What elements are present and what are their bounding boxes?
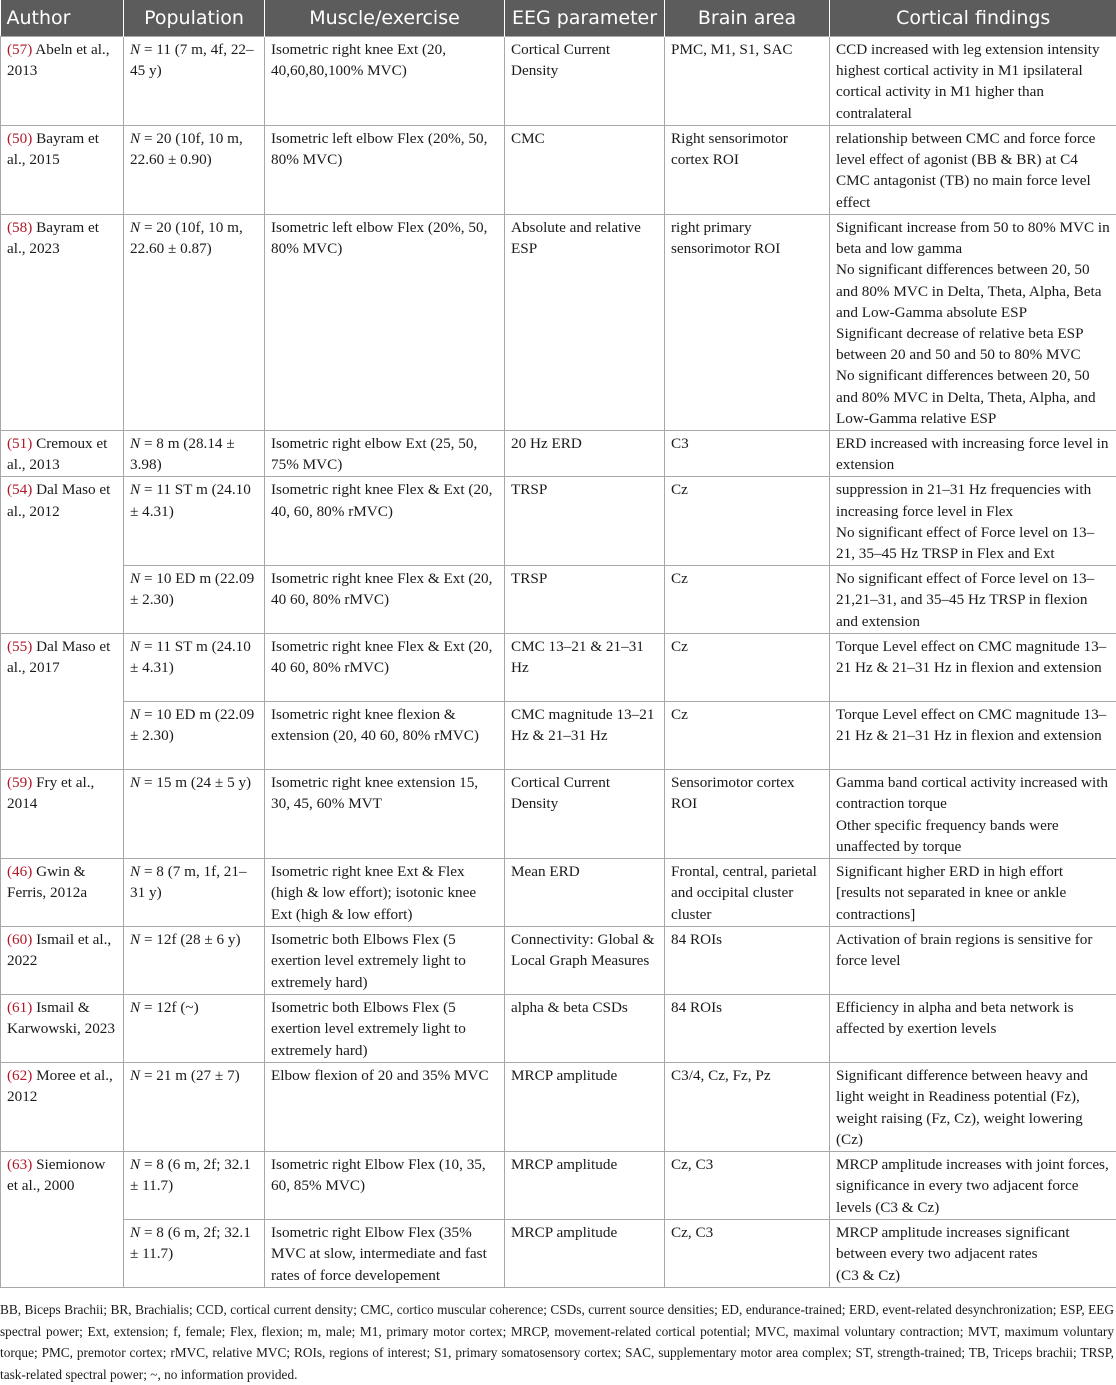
reference-link[interactable]: (63)	[7, 1156, 32, 1173]
finding-line: Significant increase from 50 to 80% MVC in beta and low gamma	[836, 217, 1111, 259]
muscle-exercise-cell: Isometric both Elbows Flex (5 exertion level extremely light to extremely hard)	[265, 995, 505, 1063]
sample-size-symbol: N	[130, 570, 140, 587]
sample-size-symbol: N	[130, 999, 140, 1016]
brain-area-cell: C3	[665, 431, 830, 477]
muscle-exercise-cell: Isometric right knee Ext (20, 40,60,80,100% MVC)	[265, 37, 505, 126]
author-name: Abeln et al., 2013	[7, 41, 110, 79]
population-details: = 20 (10f, 10 m, 22.60 ± 0.90)	[130, 130, 243, 168]
finding-line: cortical activity in M1 higher than contralateral	[836, 81, 1111, 123]
population-details: = 11 ST m (24.10 ± 4.31)	[130, 481, 251, 519]
eeg-parameter-cell: 20 Hz ERD	[505, 431, 665, 477]
author-cell	[1, 995, 124, 1063]
finding-line: No significant differences between 20, 50 and 80% MVC in Delta, Theta, Alpha, Beta and Low-Gamma absolute ESP	[836, 259, 1111, 323]
finding-line: highest cortical activity in M1 ipsilateral	[836, 60, 1111, 81]
population-cell	[124, 477, 265, 566]
table-row	[1, 477, 1116, 566]
population-details: = 12f (28 ± 6 y)	[140, 931, 240, 948]
author-name: Cremoux et al., 2013	[7, 435, 107, 473]
reference-link[interactable]: (60)	[7, 931, 32, 948]
finding-line: Efficiency in alpha and beta network is affected by exertion levels	[836, 997, 1111, 1039]
population-details: = 15 m (24 ± 5 y)	[140, 774, 251, 791]
eeg-parameter-cell: Mean ERD	[505, 859, 665, 927]
author-name: Bayram et al., 2015	[7, 130, 99, 168]
cortical-findings-cell	[830, 1220, 1116, 1288]
sample-size-symbol: N	[130, 481, 140, 498]
population-details: = 10 ED m (22.09 ± 2.30)	[130, 570, 254, 608]
eeg-parameter-cell: CMC	[505, 126, 665, 215]
eeg-parameter-cell: alpha & beta CSDs	[505, 995, 665, 1063]
population-cell	[124, 37, 265, 126]
author-name: Fry et al., 2014	[7, 774, 94, 812]
eeg-parameter-cell: CMC magnitude 13–21 Hz & 21–31 Hz	[505, 702, 665, 770]
muscle-exercise-cell: Isometric right knee Ext & Flex (high & low effort); isotonic knee Ext (high & low effort)	[265, 859, 505, 927]
brain-area-cell: Cz	[665, 702, 830, 770]
brain-area-cell: right primary sensorimotor ROI	[665, 215, 830, 431]
population-cell	[124, 215, 265, 431]
muscle-exercise-cell: Isometric right knee Flex & Ext (20, 40 60, 80% rMVC)	[265, 566, 505, 634]
finding-line: Torque Level effect on CMC magnitude 13–21 Hz & 21–31 Hz in flexion and extension	[836, 704, 1111, 746]
brain-area-cell: 84 ROIs	[665, 995, 830, 1063]
finding-line: Significant decrease of relative beta ESP between 20 and 50 and 50 to 80% MVC	[836, 323, 1111, 365]
table-row	[1, 770, 1116, 859]
brain-area-cell: Cz	[665, 477, 830, 566]
muscle-exercise-cell: Isometric right knee flexion & extension (20, 40 60, 80% rMVC)	[265, 702, 505, 770]
table-row	[1, 634, 1116, 702]
cortical-findings-cell	[830, 634, 1116, 702]
muscle-exercise-cell: Isometric left elbow Flex (20%, 50, 80% MVC)	[265, 215, 505, 431]
finding-line: CCD increased with leg extension intensity	[836, 39, 1111, 60]
table-row	[1, 215, 1116, 431]
finding-line: MRCP amplitude increases with joint forces, significance in every two adjacent force levels (C3 & Cz)	[836, 1154, 1111, 1218]
table-row	[1, 1220, 1116, 1288]
muscle-exercise-cell: Isometric right knee extension 15, 30, 45, 60% MVT	[265, 770, 505, 859]
author-cell	[1, 770, 124, 859]
muscle-exercise-cell: Isometric right elbow Ext (25, 50, 75% MVC)	[265, 431, 505, 477]
author-name: Siemionow et al., 2000	[7, 1156, 105, 1194]
sample-size-symbol: N	[130, 435, 140, 452]
finding-line: (C3 & Cz)	[836, 1265, 1111, 1286]
column-header-brain-area: Brain area	[665, 0, 830, 37]
finding-line: No significant differences between 20, 50 and 80% MVC in Delta, Theta, Alpha, and Low-Gamma relative ESP	[836, 365, 1111, 429]
cortical-findings-cell	[830, 859, 1116, 927]
cortical-findings-cell	[830, 37, 1116, 126]
author-name: Gwin & Ferris, 2012a	[7, 863, 87, 901]
sample-size-symbol: N	[130, 1156, 140, 1173]
sample-size-symbol: N	[130, 638, 140, 655]
population-details: = 8 (7 m, 1f, 21–31 y)	[130, 863, 247, 901]
population-details: = 21 m (27 ± 7)	[140, 1067, 240, 1084]
author-cell	[1, 126, 124, 215]
population-cell	[124, 995, 265, 1063]
sample-size-symbol: N	[130, 774, 140, 791]
sample-size-symbol: N	[130, 931, 140, 948]
reference-link[interactable]: (57)	[7, 41, 32, 58]
author-cell	[1, 477, 124, 634]
author-cell	[1, 431, 124, 477]
brain-area-cell: Cz, C3	[665, 1152, 830, 1220]
population-details: = 8 (6 m, 2f; 32.1 ± 11.7)	[130, 1224, 251, 1262]
cortical-findings-cell	[830, 1152, 1116, 1220]
finding-line: MRCP amplitude increases significant between every two adjacent rates	[836, 1222, 1111, 1264]
author-cell	[1, 1152, 124, 1288]
author-name: Dal Maso et al., 2017	[7, 638, 110, 676]
population-cell	[124, 634, 265, 702]
reference-link[interactable]: (54)	[7, 481, 32, 498]
eeg-parameter-cell: Cortical Current Density	[505, 770, 665, 859]
finding-line: No significant effect of Force level on 13–21, 35–45 Hz TRSP in Flex and Ext	[836, 522, 1111, 564]
table-row	[1, 995, 1116, 1063]
table-row	[1, 126, 1116, 215]
population-cell	[124, 126, 265, 215]
population-details: = 11 ST m (24.10 ± 4.31)	[130, 638, 251, 676]
eeg-parameter-cell: Connectivity: Global & Local Graph Measures	[505, 927, 665, 995]
population-details: = 10 ED m (22.09 ± 2.30)	[130, 706, 254, 744]
cortical-findings-cell	[830, 770, 1116, 859]
cortical-findings-cell	[830, 477, 1116, 566]
reference-link[interactable]: (62)	[7, 1067, 32, 1084]
table-header-row	[1, 0, 1116, 37]
cortical-findings-cell	[830, 215, 1116, 431]
sample-size-symbol: N	[130, 219, 140, 236]
population-details: = 8 m (28.14 ± 3.98)	[130, 435, 235, 473]
table-row	[1, 859, 1116, 927]
cortical-findings-cell	[830, 995, 1116, 1063]
author-cell	[1, 927, 124, 995]
population-cell	[124, 927, 265, 995]
author-name: Moree et al., 2012	[7, 1067, 113, 1105]
muscle-exercise-cell: Isometric right knee Flex & Ext (20, 40 60, 80% rMVC)	[265, 634, 505, 702]
author-name: Dal Maso et al., 2012	[7, 481, 110, 519]
eeg-parameter-cell: MRCP amplitude	[505, 1152, 665, 1220]
population-details: = 20 (10f, 10 m, 22.60 ± 0.87)	[130, 219, 243, 257]
author-cell	[1, 215, 124, 431]
finding-line: Significant higher ERD in high effort [results not separated in knee or ankle contractions]	[836, 861, 1111, 925]
table-row	[1, 927, 1116, 995]
brain-area-cell: Right sensorimotor cortex ROI	[665, 126, 830, 215]
author-cell	[1, 1063, 124, 1152]
table-row	[1, 1063, 1116, 1152]
reference-link[interactable]: (55)	[7, 638, 32, 655]
author-cell	[1, 859, 124, 927]
population-cell	[124, 702, 265, 770]
cortical-findings-cell	[830, 702, 1116, 770]
eeg-parameter-cell: TRSP	[505, 477, 665, 566]
sample-size-symbol: N	[130, 1224, 140, 1241]
cortical-findings-cell	[830, 927, 1116, 995]
population-cell	[124, 770, 265, 859]
eeg-parameter-cell: Absolute and relative ESP	[505, 215, 665, 431]
brain-area-cell: PMC, M1, S1, SAC	[665, 37, 830, 126]
author-name: Bayram et al., 2023	[7, 219, 99, 257]
eeg-parameter-cell: CMC 13–21 & 21–31 Hz	[505, 634, 665, 702]
table-row	[1, 1152, 1116, 1220]
table-row	[1, 702, 1116, 770]
brain-area-cell: Cz	[665, 566, 830, 634]
brain-area-cell: Cz	[665, 634, 830, 702]
sample-size-symbol: N	[130, 863, 140, 880]
population-details: = 11 (7 m, 4f, 22–45 y)	[130, 41, 254, 79]
population-cell	[124, 1152, 265, 1220]
sample-size-symbol: N	[130, 1067, 140, 1084]
cortical-findings-cell	[830, 566, 1116, 634]
reference-link[interactable]: (50)	[7, 130, 32, 147]
eeg-parameter-cell: TRSP	[505, 566, 665, 634]
muscle-exercise-cell: Isometric left elbow Flex (20%, 50, 80% MVC)	[265, 126, 505, 215]
column-header-muscle-exercise: Muscle/exercise	[265, 0, 505, 37]
author-name: Ismail et al., 2022	[7, 931, 111, 969]
reference-link[interactable]: (59)	[7, 774, 32, 791]
eeg-parameter-cell: MRCP amplitude	[505, 1220, 665, 1288]
column-header-eeg-parameter: EEG parameter	[505, 0, 665, 37]
population-cell	[124, 859, 265, 927]
muscle-exercise-cell: Isometric right Elbow Flex (10, 35, 60, 85% MVC)	[265, 1152, 505, 1220]
sample-size-symbol: N	[130, 130, 140, 147]
author-name: Ismail & Karwowski, 2023	[7, 999, 115, 1037]
finding-line: Gamma band cortical activity increased with contraction torque	[836, 772, 1111, 814]
reference-link[interactable]: (46)	[7, 863, 32, 880]
muscle-exercise-cell: Isometric right Elbow Flex (35% MVC at slow, intermediate and fast rates of force developement	[265, 1220, 505, 1288]
muscle-exercise-cell: Isometric right knee Flex & Ext (20, 40, 60, 80% rMVC)	[265, 477, 505, 566]
eeg-parameter-cell: Cortical Current Density	[505, 37, 665, 126]
reference-link[interactable]: (51)	[7, 435, 32, 452]
finding-line: No significant effect of Force level on 13–21,21–31, and 35–45 Hz TRSP in flexion and extension	[836, 568, 1111, 632]
brain-area-cell: Sensorimotor cortex ROI	[665, 770, 830, 859]
eeg-parameter-cell: MRCP amplitude	[505, 1063, 665, 1152]
brain-area-cell: C3/4, Cz, Fz, Pz	[665, 1063, 830, 1152]
muscle-exercise-cell: Isometric both Elbows Flex (5 exertion level extremely light to extremely hard)	[265, 927, 505, 995]
population-details: = 8 (6 m, 2f; 32.1 ± 11.7)	[130, 1156, 251, 1194]
finding-line: suppression in 21–31 Hz frequencies with increasing force level in Flex	[836, 479, 1111, 521]
finding-line: Torque Level effect on CMC magnitude 13–21 Hz & 21–31 Hz in flexion and extension	[836, 636, 1111, 678]
cortical-findings-cell	[830, 431, 1116, 477]
muscle-exercise-cell: Elbow flexion of 20 and 35% MVC	[265, 1063, 505, 1152]
population-details: = 12f (~)	[140, 999, 199, 1016]
sample-size-symbol: N	[130, 706, 140, 723]
sample-size-symbol: N	[130, 41, 140, 58]
brain-area-cell: 84 ROIs	[665, 927, 830, 995]
finding-line: ERD increased with increasing force level in extension	[836, 433, 1111, 475]
population-cell	[124, 566, 265, 634]
brain-area-cell: Frontal, central, parietal and occipital cluster cluster	[665, 859, 830, 927]
author-cell	[1, 37, 124, 126]
column-header-author: Author	[1, 0, 124, 37]
population-cell	[124, 1063, 265, 1152]
finding-line: Significant difference between heavy and light weight in Readiness potential (Fz), weight raising (Fz, Cz), weight lowering (Cz)	[836, 1065, 1111, 1150]
finding-line: relationship between CMC and force force level effect of agonist (BB & BR) at C4 CMC antagonist (TB) no main force level effect	[836, 128, 1111, 213]
table-body	[1, 37, 1116, 1288]
reference-link[interactable]: (58)	[7, 219, 32, 236]
column-header-population: Population	[124, 0, 265, 37]
population-cell	[124, 431, 265, 477]
abbreviations-footnote: BB, Biceps Brachii; BR, Brachialis; CCD, cortical current density; CMC, cortico muscular coherence; CSDs, current source densities; ED, endurance-trained; ERD, event-related desynchronization; ESP, EEG spectral power; Ext, extension; f, female; Flex, flexion; m, male; M1, primary motor cortex; MRCP, movement-related cortical potential; MVC, maximal voluntary contraction; MVT, maximum voluntary torque; PMC, premotor cortex; rMVC, relative MVC; ROIs, regions of interest; S1, primary somatosensory cortex; SAC, supplementary motor area complex; ST, strength-trained; TB, Triceps brachii; TRSP, task-related spectral power; ~, no information provided.	[0, 1299, 1114, 1385]
table-row	[1, 37, 1116, 126]
table-row	[1, 566, 1116, 634]
cortical-findings-cell	[830, 1063, 1116, 1152]
finding-line: Activation of brain regions is sensitive for force level	[836, 929, 1111, 971]
brain-area-cell: Cz, C3	[665, 1220, 830, 1288]
population-cell	[124, 1220, 265, 1288]
author-cell	[1, 634, 124, 770]
table-row	[1, 431, 1116, 477]
column-header-cortical-findings: Cortical findings	[830, 0, 1116, 37]
finding-line: Other specific frequency bands were unaffected by torque	[836, 815, 1111, 857]
reference-link[interactable]: (61)	[7, 999, 32, 1016]
cortical-findings-cell	[830, 126, 1116, 215]
